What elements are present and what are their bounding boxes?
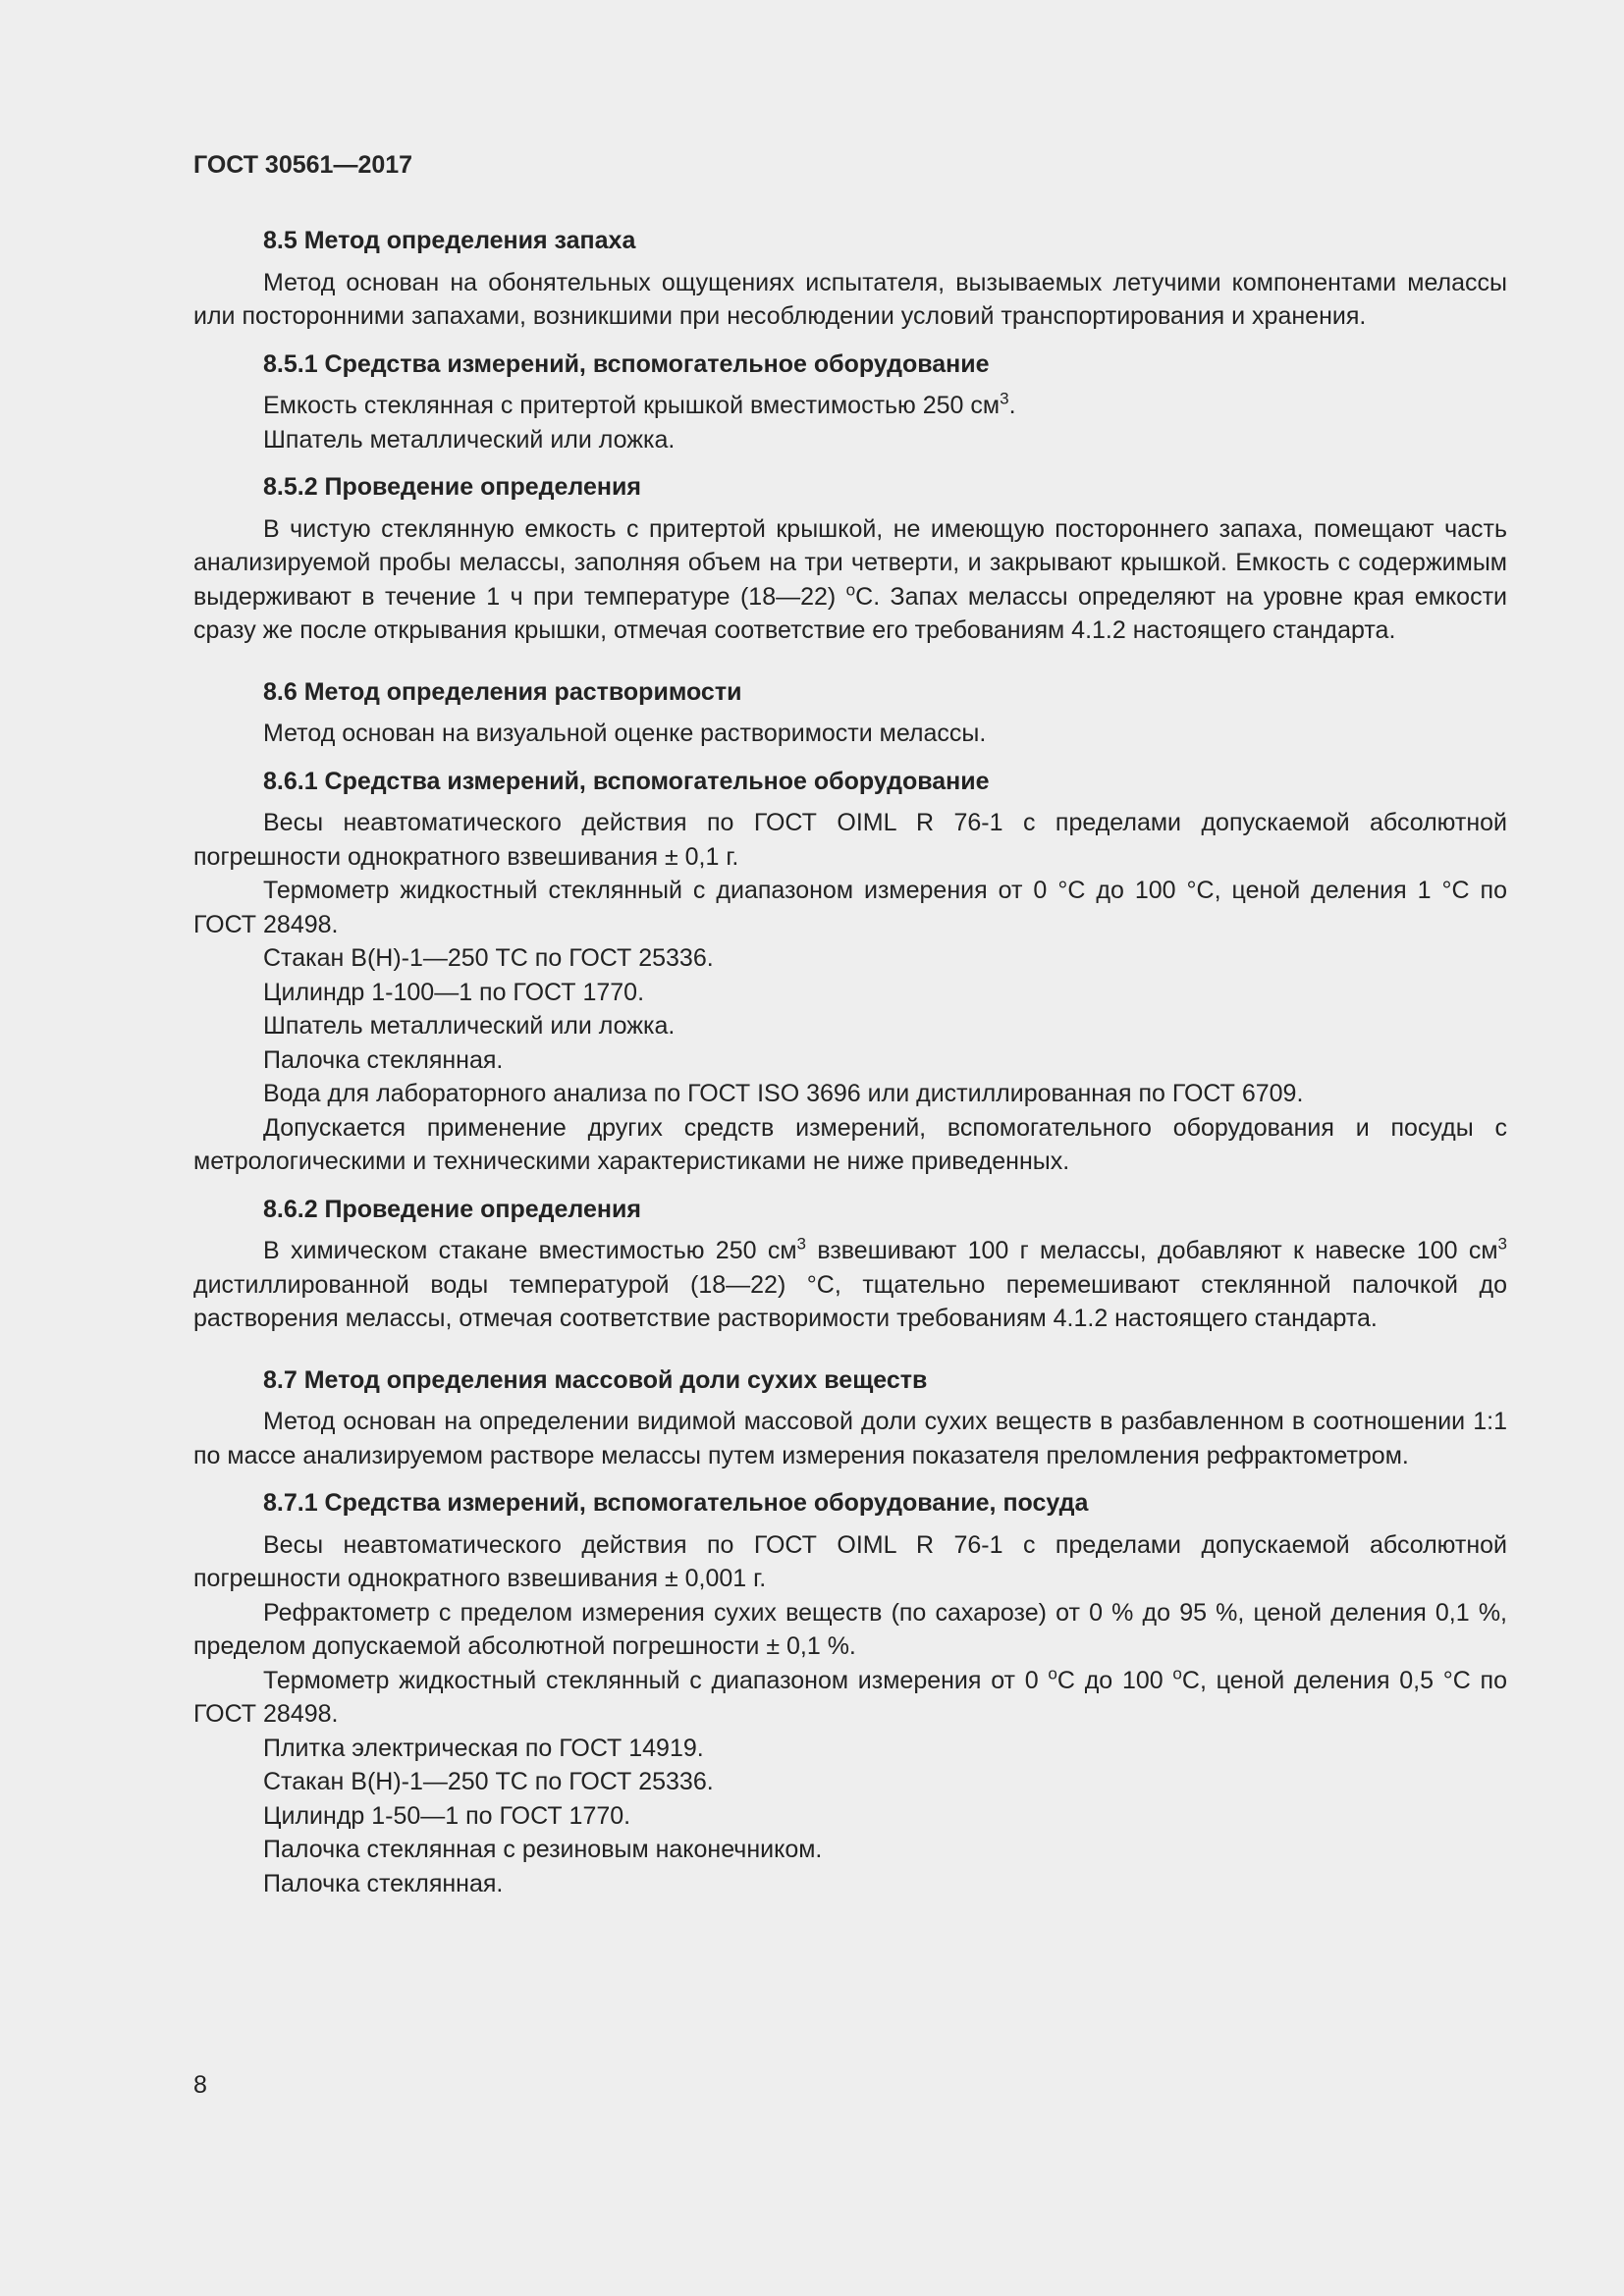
list-item: Палочка стеклянная. [263,1869,504,1897]
list-item [193,1664,1507,1732]
list-item: Палочка стеклянная с резиновым наконечником. [263,1836,823,1863]
text-run: взвешивают 100 г мелассы, добавляют к навеске 100 см [806,1237,1498,1264]
list-item: Палочка стеклянная. [263,1045,504,1074]
text-run: С, ценой деления 0,5 °С по ГОСТ 28498. [193,1666,1507,1728]
superscript: о [1172,1664,1182,1683]
section-8-5-paragraph: Метод основан на обонятельных ощущениях испытателя, вызываемых летучими компонентами мелассы или посторонними запахами, возникшими при несоблюдении условий транспортирования и хранения. [193,268,1507,330]
superscript: 3 [1497,1234,1507,1254]
section-8-5-1-title: 8.5.1 Средства измерений, вспомогательное оборудование [263,349,990,378]
list-item: Цилиндр 1-100—1 по ГОСТ 1770. [263,978,645,1006]
text-run: . [1008,392,1016,419]
section-8-7-title: 8.7 Метод определения массовой доли сухих веществ [263,1365,928,1394]
section-8-6-1-title: 8.6.1 Средства измерений, вспомогательное оборудование [263,767,990,795]
list-item: Плитка электрическая по ГОСТ 14919. [263,1734,704,1762]
section-8-7-paragraph: Метод основан на определении видимой массовой доли сухих веществ в разбавленном в соотношении 1:1 по массе анализируемом растворе мелассы путем измерения показателя преломления рефрактометром. [193,1408,1507,1469]
text-run: В химическом стакане вместимостью 250 см [263,1237,797,1264]
section-8-5-2-paragraph [193,512,1507,648]
superscript: о [1048,1664,1057,1683]
text-run: С до 100 [1056,1666,1173,1694]
superscript: 3 [796,1234,806,1254]
section-8-5-2-title: 8.5.2 Проведение определения [263,473,641,501]
list-item: Рефрактометр с пределом измерения сухих веществ (по сахарозе) от 0 % до 95 %, ценой деления 0,1 %, пределом допускаемой абсолютной погрешности ± 0,1 %. [193,1598,1507,1660]
text-run: Емкость стеклянная с притертой крышкой вместимостью 250 см [263,392,1001,419]
list-item: Цилиндр 1-50—1 по ГОСТ 1770. [263,1801,631,1830]
list-item: Весы неавтоматического действия по ГОСТ OIML R 76-1 с пределами допускаемой абсолютной погрешности однократного взвешивания ± 0,001 г. [193,1530,1507,1592]
section-8-5-1-item-1 [193,389,1507,423]
section-8-6-title: 8.6 Метод определения растворимости [263,677,742,706]
list-item: Термометр жидкостный стеклянный с диапазоном измерения от 0 °С до 100 °С, ценой деления 1 °С по ГОСТ 28498. [193,877,1507,938]
superscript: 3 [1000,389,1009,408]
list-item: Вода для лабораторного анализа по ГОСТ ISO 3696 или дистиллированная по ГОСТ 6709. [263,1080,1304,1107]
section-8-5-title: 8.5 Метод определения запаха [263,227,636,254]
section-8-6-paragraph: Метод основан на визуальной оценке растворимости мелассы. [263,720,987,747]
section-8-6-2-paragraph [193,1234,1507,1336]
text-run: дистиллированной воды температурой (18—22) °С, тщательно перемешивают стеклянной палочкой до растворения мелассы, отмечая соответствие растворимости требованиям 4.1.2 настоящего стандарта. [193,1270,1507,1332]
list-item: Весы неавтоматического действия по ГОСТ OIML R 76-1 с пределами допускаемой абсолютной погрешности однократного взвешивания ± 0,1 г. [193,809,1507,871]
text-run: Термометр жидкостный стеклянный с диапазоном измерения от 0 [263,1666,1049,1694]
page-body [193,224,1507,1900]
section-8-6-2-title: 8.6.2 Проведение определения [263,1195,641,1223]
list-item: Допускается применение других средств измерений, вспомогательного оборудования и посуды с метрологическими и техническими характеристиками не ниже приведенных. [193,1113,1507,1175]
section-8-5-1-item-2: Шпатель металлический или ложка. [263,425,676,454]
page-number: 8 [193,2071,207,2099]
list-item: Стакан В(Н)-1—250 ТС по ГОСТ 25336. [263,944,714,972]
list-item: Шпатель металлический или ложка. [263,1012,676,1040]
text-run: С. Запах мелассы определяют на уровне края емкости сразу же после открывания крышки, отмечая соответствие его требованиям 4.1.2 настоящего стандарта. [193,582,1507,644]
text-run: В чистую стеклянную емкость с притертой крышкой, не имеющую постороннего запаха, помещают часть анализируемой пробы мелассы, заполняя объем на три четверти, и закрывают крышкой. Емкость с содержимым выдерживают в течение 1 ч при температуре (18—22) [193,514,1507,611]
superscript: о [845,580,856,600]
list-item: Стакан В(Н)-1—250 ТС по ГОСТ 25336. [263,1768,714,1795]
section-8-7-1-title: 8.7.1 Средства измерений, вспомогательное оборудование, посуда [263,1489,1089,1517]
document-code-header: ГОСТ 30561—2017 [193,151,413,179]
